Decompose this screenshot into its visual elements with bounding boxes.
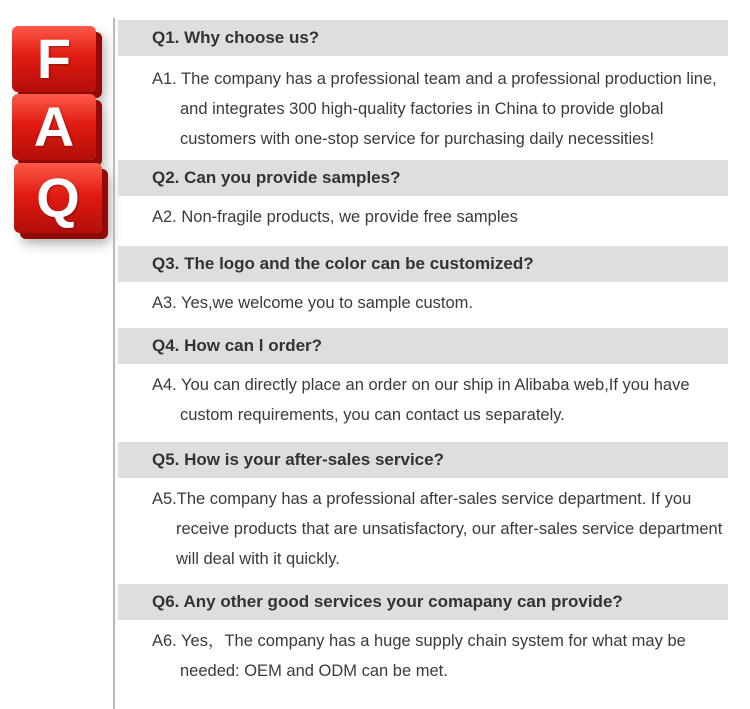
answer-line: needed: OEM and ODM can be met. xyxy=(180,662,448,680)
answer xyxy=(118,478,728,584)
answer-line: A2. Non-fragile products, we provide free samples xyxy=(152,208,518,226)
answer xyxy=(118,196,728,246)
answer-line: A1. The company has a professional team and a professional production line, xyxy=(152,70,717,88)
faq-item-5 xyxy=(118,442,728,584)
divider xyxy=(113,18,115,709)
question: Q1. Why choose us? xyxy=(118,20,728,56)
faq-item-1 xyxy=(118,20,728,160)
answer xyxy=(118,364,728,442)
answer-line: will deal with it quickly. xyxy=(176,550,340,568)
logo-letter-f: F xyxy=(12,26,96,92)
question: Q6. Any other good services your comapany can provide? xyxy=(118,584,728,620)
faq-item-3 xyxy=(118,246,728,328)
answer-line: A4. You can directly place an order on our ship in Alibaba web,If you have xyxy=(152,376,690,394)
answer-line: customers with one-stop service for purchasing daily necessities! xyxy=(180,130,655,148)
answer-line: custom requirements, you can contact us separately. xyxy=(180,406,565,424)
answer-line: A5.The company has a professional after-sales service department. If you xyxy=(152,490,692,508)
answer-line: A6. Yes，The company has a huge supply chain system for what may be xyxy=(152,632,686,650)
faq-item-4 xyxy=(118,328,728,442)
faq-item-2 xyxy=(118,160,728,246)
question: Q5. How is your after-sales service? xyxy=(118,442,728,478)
faq-logo xyxy=(0,18,112,238)
answer-line: and integrates 300 high-quality factories in China to provide global xyxy=(180,100,664,118)
logo-letter-q: Q xyxy=(14,163,102,233)
answer-line: A3. Yes,we welcome you to sample custom. xyxy=(152,294,473,312)
faq-item-6 xyxy=(118,584,728,694)
answer xyxy=(118,56,728,160)
answer xyxy=(118,620,728,694)
answer-line: receive products that are unsatisfactory, our after-sales service department xyxy=(176,520,723,538)
faq-list xyxy=(118,20,728,694)
question: Q4. How can l order? xyxy=(118,328,728,364)
question: Q2. Can you provide samples? xyxy=(118,160,728,196)
question: Q3. The logo and the color can be customized? xyxy=(118,246,728,282)
answer xyxy=(118,282,728,328)
logo-letter-a: A xyxy=(12,94,96,160)
